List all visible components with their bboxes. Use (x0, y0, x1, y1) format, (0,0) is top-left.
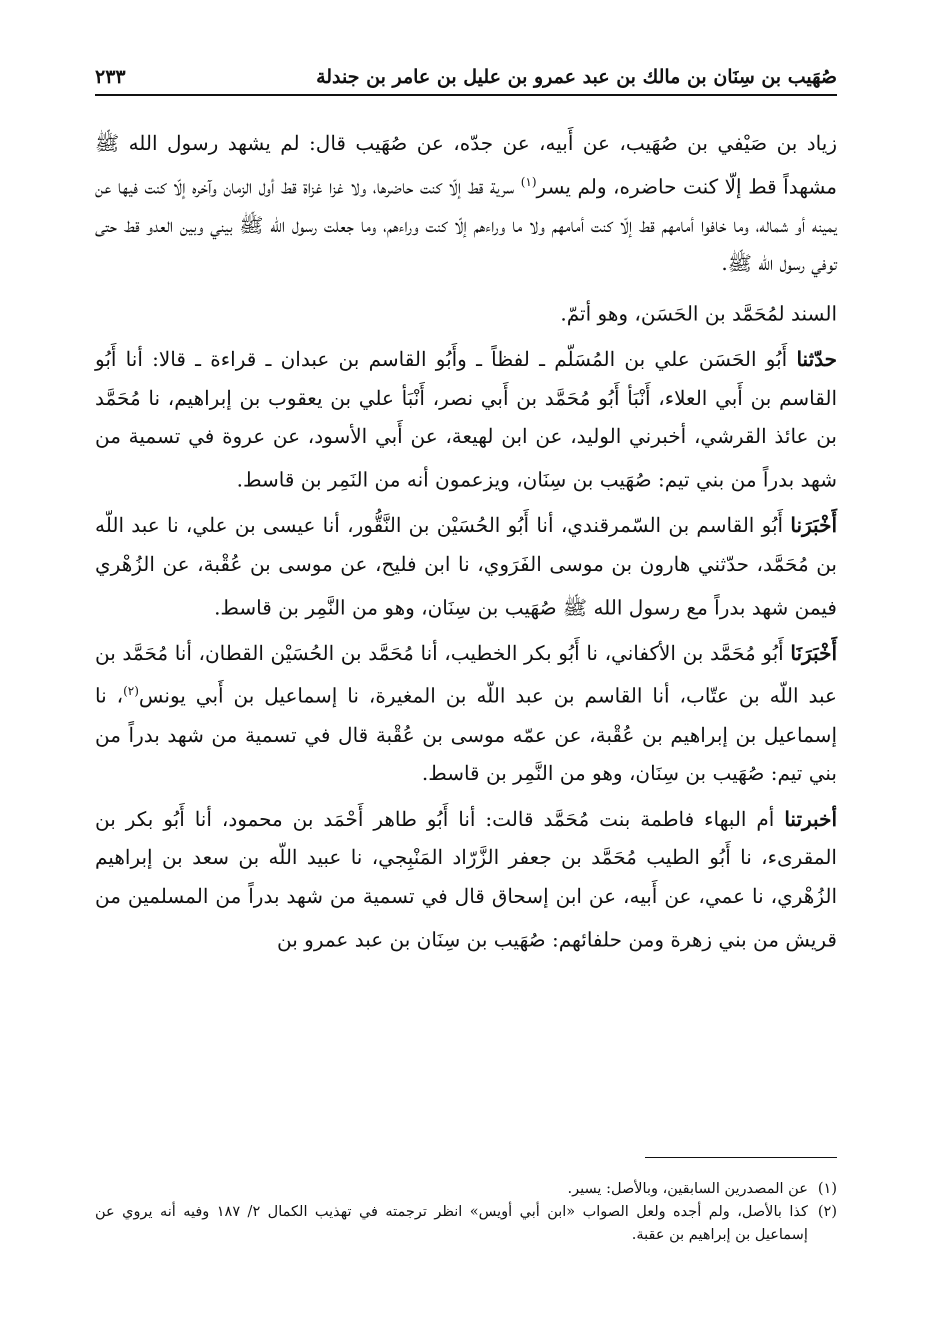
footnote-text: كذا بالأصل، ولم أجده ولعل الصواب «ابن أبي أويس» انظر ترجمته في تهذيب الكمال ٢/ ١٨٧ وفيه أنه يروي عن إسماعيل بن إبراهيم بن عقبة. (95, 1204, 808, 1243)
footnote (95, 1178, 837, 1201)
paragraph-text: السند لمُحَمَّد بن الحَسَن، وهو أتمّ. (560, 301, 837, 326)
paragraph-text: زياد بن صَيْفي بن صُهَيب، عن أَبيه، عن جدّه، عن صُهَيب قال: لم يشهد رسول الله ﷺ مشهداً قط إلّا كنت حاضره، ولم يسر (95, 131, 837, 199)
paragraph-text-after: سرية قط إلّا كنت حاضرها، ولا غزا غزاة قط أول الزمان وآخره إلّا كنت فيها عن يمينه أو شماله، وما خافوا أمامهم قط إلّا كنت أمامهم ولا ما وراءهم إلّا كنت وراءهم، وما جعلت رسول الله ﷺ بيني وبين العدو قط حتى توفي رسول الله ﷺ. (95, 174, 837, 276)
paragraph-text: أَبُو القاسم بن السّمرقندي، أنا أَبُو الحُسَيْن بن النَّقُّور، أنا عيسى بن علي، نا عبد اللّه بن مُحَمَّد، حدّثني هارون بن موسى الفَرَوي، نا ابن فليح، عن موسى بن عُقْبة، عن الزُهْري فيمن شهد بدراً مع رسول الله ﷺ صُهَيب بن سِنَان، وهو من النَّمِر بن قاسط. (95, 513, 837, 620)
paragraph-text: أَبُو مُحَمَّد بن الأكفاني، نا أَبُو بكر الخطيب، أنا مُحَمَّد بن الحُسَيْن القطان، أنا مُحَمَّد بن عبد اللّه بن عتّاب، أنا القاسم بن عبد اللّه بن المغيرة، نا إسماعيل بن أَبي يونس (95, 640, 837, 708)
footnote-divider (645, 1157, 837, 1158)
paragraph-text: أم البهاء فاطمة بنت مُحَمَّد قالت: أنا أَبُو طاهر أَحْمَد بن محمود، أنا أَبُو بكر بن المقرىء، نا أَبُو الطيب مُحَمَّد بن جعفر الزَّرّاد المَنْبِجي، نا عبيد اللّه بن سعد بن إبراهيم الزُهْري، نا عمي، عن أَبيه، عن ابن إسحاق قال في تسمية من شهد بدراً من المسلمين من قريش من بني زهرة ومن حلفائهم: صُهَيب بن سِنَان بن عبد عمرو بن (95, 806, 837, 952)
paragraph (95, 634, 837, 793)
paragraph (95, 800, 837, 959)
page-header (95, 58, 837, 96)
footnote-number: (٢) (817, 1204, 837, 1220)
footnote-text: عن المصدرين السابقين، وبالأصل: يسير. (567, 1181, 808, 1197)
footnote-ref[interactable]: (٢) (123, 684, 139, 699)
paragraph-lead: أَخْبَرَنا (790, 513, 837, 538)
footnote-number: (١) (817, 1181, 837, 1197)
paragraph-text-after: ، نا إسماعيل بن إبراهيم بن عُقْبة، عن عمّه موسى بن عُقْبة قال في تسمية من شهد بدراً من بني تيم: صُهَيب بن سِنَان، وهو من النَّمِر بن قاسط. (95, 684, 837, 786)
footnote-ref[interactable]: (١) (520, 174, 537, 189)
footnote (95, 1201, 837, 1247)
running-title: صُهَيب بن سِنَان بن مالك بن عبد عمرو بن عليل بن عامر بن جندلة (316, 66, 837, 88)
paragraph (95, 340, 837, 499)
main-text (95, 124, 837, 959)
paragraph-lead: أخبرتنا (784, 806, 837, 831)
paragraph (95, 506, 837, 626)
paragraph-lead: حدّثنا (796, 347, 837, 372)
footnotes (95, 1178, 837, 1247)
paragraph (95, 290, 837, 333)
paragraph-lead: أَخْبَرَنَا (790, 640, 837, 665)
page-number: ٢٣٣ (95, 66, 126, 88)
paragraph (95, 124, 837, 283)
paragraph-text: أَبُو الحَسَن علي بن المُسَلّم ـ لفظاً ـ وأَبُو القاسم بن عبدان ـ قراءة ـ قالا: أنا أَبُو القاسم بن أَبي العلاء، أَنْبَأ أَبُو مُحَمَّد بن أَبي نصر، أَنْبَأ علي بن يعقوب بن إبراهيم، نا مُحَمَّد بن عائذ القرشي، أخبرني الوليد، عن ابن لهيعة، عن أَبي الأسود، عن عروة في تسمية من شهد بدراً من بني تيم: صُهَيب بن سِنَان، ويزعمون أنه من النَمِر بن قاسط. (95, 347, 837, 492)
